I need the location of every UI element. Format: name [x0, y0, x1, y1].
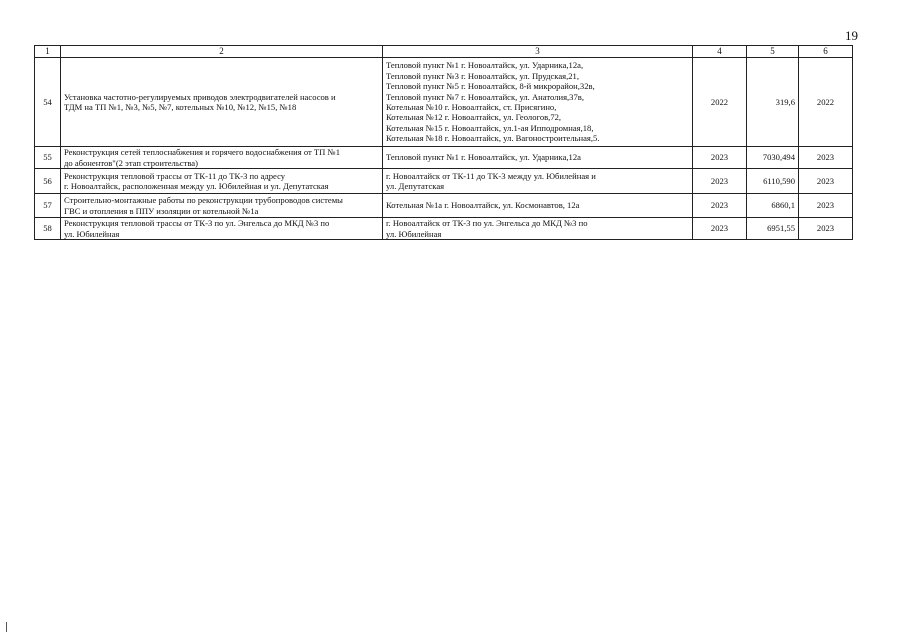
project-address: [383, 147, 693, 169]
project-address: [383, 194, 693, 218]
address-line: Котельная №10 г. Новоалтайск, ст. Присягино,: [386, 102, 557, 112]
project-name-line: Реконструкция тепловой трассы от ТК-3 по ул. Энгельса до МКД №3 по: [64, 218, 330, 229]
address-line: Тепловой пункт №1 г. Новоалтайск, ул. Ударника,12а: [386, 152, 581, 163]
project-name: [61, 169, 383, 194]
table-row: [35, 58, 853, 147]
address-line: Котельная №1а г. Новоалтайск, ул. Космонавтов, 12а: [386, 200, 580, 211]
header-col-1: 1: [35, 46, 61, 58]
row-number: 54: [35, 58, 61, 147]
table-row: [35, 147, 853, 169]
project-name-line: ТДМ на ТП №1, №3, №5, №7, котельных №10, №12, №15, №18: [64, 102, 297, 112]
end-year: 2023: [799, 218, 853, 240]
project-name-line: г. Новоалтайск, расположенная между ул. Юбилейная и ул. Депутатская: [64, 181, 329, 191]
address-line: Котельная №12 г. Новоалтайск, ул. Геологов,72,: [386, 112, 562, 123]
cost-value: 6951,55: [747, 218, 799, 240]
start-year: 2022: [693, 58, 747, 147]
end-year: 2023: [799, 194, 853, 218]
start-year: 2023: [693, 194, 747, 218]
cost-value: 6860,1: [747, 194, 799, 218]
address-line: г. Новоалтайск от ТК-3 по ул. Энгельса до МКД №3 по: [386, 218, 588, 229]
table-row: [35, 194, 853, 218]
project-name-line: ул. Юбилейная: [64, 228, 120, 239]
project-name-line: до абонентов"(2 этап строительства): [64, 157, 198, 168]
end-year: 2023: [799, 147, 853, 169]
project-name: [61, 218, 383, 240]
header-row: [35, 46, 853, 58]
project-name: [61, 147, 383, 169]
address-line: Тепловой пункт №3 г. Новоалтайск, ул. Прудская,21,: [386, 70, 579, 81]
address-line: Котельная №18 г. Новоалтайск, ул. Вагоностроительная,5.: [386, 133, 600, 144]
start-year: 2023: [693, 218, 747, 240]
cost-value: 6110,590: [747, 169, 799, 194]
header-col-6: 6: [799, 46, 853, 58]
address-line: Тепловой пункт №1 г. Новоалтайск, ул. Ударника,12а,: [386, 60, 584, 71]
cost-value: 7030,494: [747, 147, 799, 169]
project-name-line: Строительно-монтажные работы по реконструкции трубопроводов системы: [64, 195, 343, 206]
address-line: ул. Депутатская: [386, 181, 445, 191]
row-number: 56: [35, 169, 61, 194]
project-address: [383, 58, 693, 147]
address-line: Котельная №15 г. Новоалтайск, ул.1-ая Ипподромная,18,: [386, 122, 594, 133]
header-col-3: 3: [383, 46, 693, 58]
project-name: [61, 58, 383, 147]
header-col-2: 2: [61, 46, 383, 58]
row-number: 58: [35, 218, 61, 240]
project-address: [383, 218, 693, 240]
project-name-line: ГВС и отопления в ППУ изоляции от котельной №1а: [64, 205, 259, 216]
start-year: 2023: [693, 169, 747, 194]
address-line: Тепловой пункт №5 г. Новоалтайск, 8-й микрорайон,32в,: [386, 81, 595, 92]
scan-edge-mark: [6, 622, 7, 632]
start-year: 2023: [693, 147, 747, 169]
table-row: [35, 218, 853, 240]
page-number: 19: [845, 28, 858, 43]
project-address: [383, 169, 693, 194]
project-name-line: Реконструкция сетей теплоснабжения и горячего водоснабжения от ТП №1: [64, 147, 341, 158]
row-number: 57: [35, 194, 61, 218]
address-line: Тепловой пункт №7 г. Новоалтайск, ул. Анатолия,37в,: [386, 91, 584, 102]
cost-value: 319,6: [747, 58, 799, 147]
table-row: [35, 169, 853, 194]
end-year: 2022: [799, 58, 853, 147]
header-col-5: 5: [747, 46, 799, 58]
row-number: 55: [35, 147, 61, 169]
projects-table: [34, 45, 853, 240]
project-name-line: Установка частотно-регулируемых приводов электродвигателей насосов и: [64, 91, 336, 102]
header-col-4: 4: [693, 46, 747, 58]
address-line: ул. Юбилейная: [386, 228, 442, 239]
project-name: [61, 194, 383, 218]
address-line: г. Новоалтайск от ТК-11 до ТК-3 между ул. Юбилейная и: [386, 170, 596, 181]
end-year: 2023: [799, 169, 853, 194]
project-name-line: Реконструкция тепловой трассы от ТК-11 до ТК-3 по адресу: [64, 170, 286, 181]
